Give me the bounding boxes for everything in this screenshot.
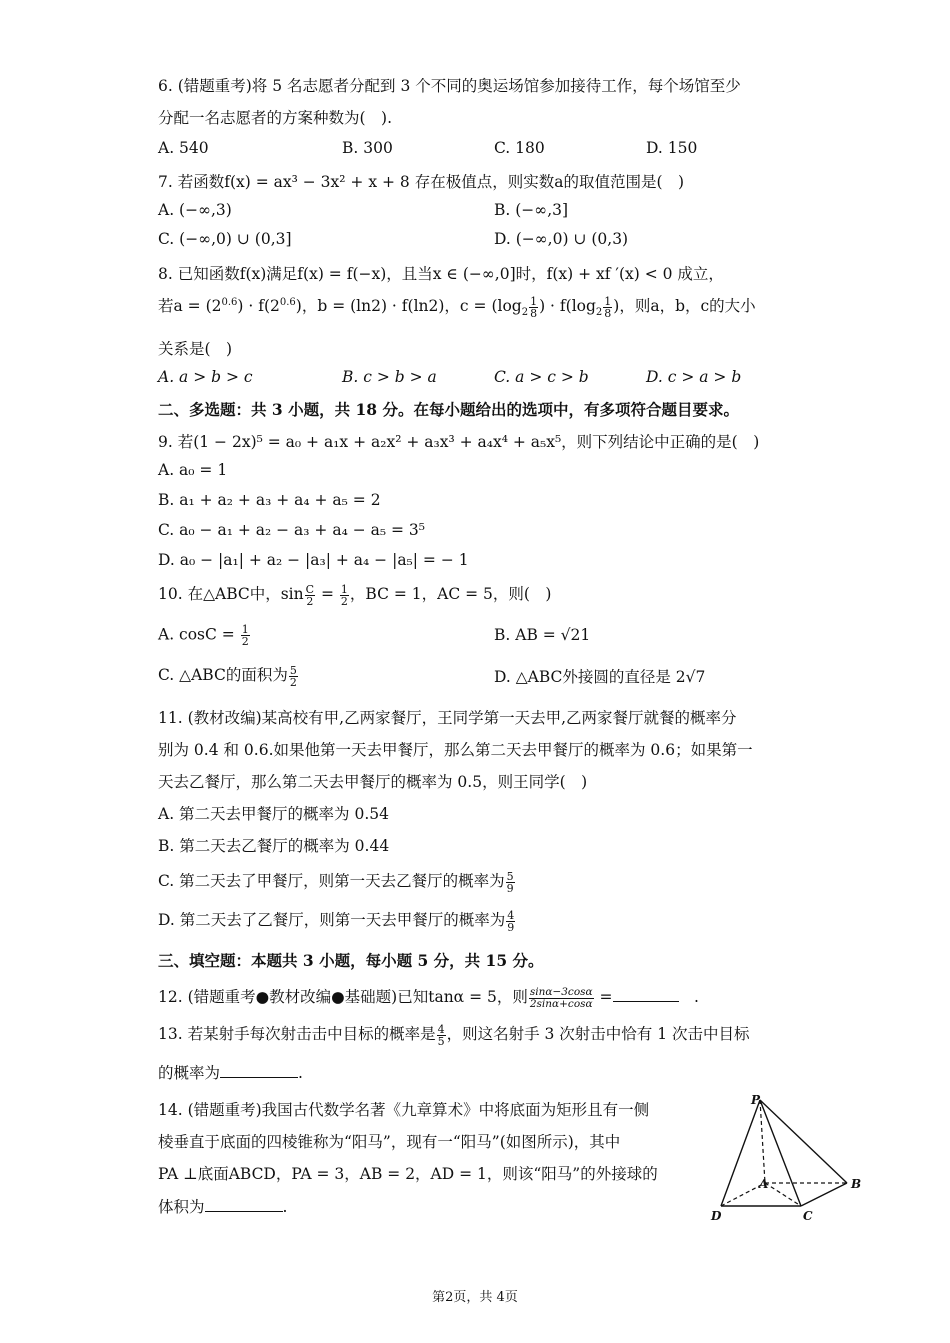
q8-frac2-num: 1 [604, 294, 612, 308]
q10-a-num: 1 [241, 623, 249, 636]
q10-pre: 10. 在△ABC中，sin [158, 585, 304, 603]
q10-c-num: 5 [289, 663, 297, 677]
q8-a-def: 若a = (2 [158, 297, 222, 315]
q12-den: 2sinα+cosα [529, 997, 593, 1010]
q7-option-c: C. (−∞,0) ∪ (0,3] [158, 230, 292, 248]
q13-line1 [158, 1022, 750, 1047]
q10-c-text: C. △ABC的面积为 [158, 666, 288, 684]
q8-option-b: B. c > b > a [342, 368, 437, 386]
label-p: P [751, 1093, 761, 1107]
q7-option-a: A. (−∞,3) [158, 201, 232, 219]
q8-log-base: 2 [521, 307, 529, 319]
q11-d-frac [506, 910, 515, 933]
q8-exp2: 0.6 [279, 296, 296, 308]
q8-fraction2 [603, 296, 612, 319]
q11-line2: 别为 0.4 和 0.6.如果他第一天去甲餐厅，那么第二天去甲餐厅的概率为 0.6；如果第一 [158, 741, 753, 759]
q10-c-den: 2 [289, 675, 297, 689]
q8-option-a: A. a > b > c [158, 368, 253, 386]
edge-cb [801, 1183, 847, 1206]
q13-frac [437, 1024, 446, 1047]
label-d: D [711, 1209, 722, 1223]
q8-a-def2: ) · f(2 [237, 297, 280, 315]
q6-option-a: A. 540 [158, 139, 209, 157]
section-3-heading: 三、填空题：本题共 3 小题，每小题 5 分，共 15 分。 [158, 951, 544, 970]
q11-c-frac [506, 871, 515, 894]
q10-a-text: A. cosC = [158, 625, 240, 644]
q12-frac [529, 987, 594, 1010]
q8-tail: )，则a，b，c的大小 [613, 297, 756, 315]
q9-stem: 9. 若(1 − 2x)⁵ = a₀ + a₁x + a₂x² + a₃x³ + a₄x⁴ + a₅x⁵，则下列结论中正确的是( ) [158, 433, 760, 451]
q10-frac2-den: 2 [340, 594, 348, 608]
q13-den: 5 [437, 1034, 445, 1048]
q7-stem: 7. 若函数f(x) = ax³ − 3x² + x + 8 存在极值点，则实数a的取值范围是( ) [158, 173, 685, 191]
q13-pre: 13. 若某射手每次射击击中目标的概率是 [158, 1025, 436, 1043]
q12-end: . [678, 988, 699, 1006]
q8-option-d: D. c > a > b [646, 368, 742, 386]
section-2-heading: 二、多选题：共 3 小题，共 18 分。在每小题给出的选项中，有多项符合题目要求。 [158, 400, 739, 419]
q11-c-den: 9 [506, 881, 514, 895]
q11-d-text: D. 第二天去了乙餐厅，则第一天去甲餐厅的概率为 [158, 911, 506, 929]
q9-option-b: B. a₁ + a₂ + a₃ + a₄ + a₅ = 2 [158, 491, 381, 509]
q11-option-a: A. 第二天去甲餐厅的概率为 0.54 [158, 805, 389, 823]
q10-a-den: 2 [241, 635, 249, 648]
q9-option-a: A. a₀ = 1 [158, 461, 228, 479]
q13-line2 [158, 1061, 303, 1083]
q11-d-den: 9 [507, 920, 515, 934]
q14-end: . [282, 1198, 288, 1216]
q10-frac2-num: 1 [340, 582, 348, 596]
q8-frac-den: 8 [530, 306, 538, 320]
q12-stem [158, 985, 699, 1010]
q11-line3: 天去乙餐厅，那么第二天去甲餐厅的概率为 0.5，则王同学( ) [158, 773, 588, 791]
q14-line4 [158, 1195, 287, 1217]
label-c: C [803, 1209, 813, 1223]
q11-option-d [158, 908, 516, 933]
q9-option-c: C. a₀ − a₁ + a₂ − a₃ + a₄ − a₅ = 3⁵ [158, 521, 426, 539]
page-footer: 第2页，共 4页 [432, 1290, 518, 1305]
q8-bc-def: )，b = (ln2) · f(ln2)，c = (log [295, 297, 522, 315]
q8-fraction [529, 296, 538, 319]
q13-line2-text: 的概率为 [158, 1064, 221, 1082]
q8-log-base2: 2 [595, 307, 603, 319]
q14-line2: 棱垂直于底面的四棱锥称为“阳马”，现有一“阳马”(如图所示)，其中 [158, 1133, 621, 1151]
q8-option-c: C. a > c > b [494, 368, 589, 386]
q7-option-d: D. (−∞,0) ∪ (0,3) [494, 230, 629, 248]
q6-option-b: B. 300 [342, 139, 393, 157]
q10-option-d: D. △ABC外接圆的直径是 2√7 [494, 668, 706, 686]
q8-line3: 关系是( ) [158, 340, 233, 358]
q14-line3: PA ⊥底面ABCD，PA = 3，AB = 2，AD = 1，则该“阳马”的外接球的 [158, 1165, 658, 1183]
q10-c-frac [289, 665, 298, 688]
q8-line1: 8. 已知函数f(x)满足f(x) = f(−x)，且当x ∈ (−∞,0]时，f(x) + xf ′(x) < 0 成立， [158, 265, 724, 283]
edge-pb [760, 1100, 847, 1183]
q10-frac1-den: 2 [306, 594, 314, 608]
q10-frac1-num: C [305, 582, 315, 596]
q8-line2 [158, 294, 756, 319]
q8-frac-num: 1 [530, 294, 538, 308]
q10-post: ，BC = 1，AC = 5，则( ) [349, 585, 552, 603]
q8-c-def: ) · f(log [539, 297, 596, 315]
q10-option-b: B. AB = √21 [494, 626, 591, 644]
q9-option-d: D. a₀ − |a₁| + a₂ − |a₃| + a₄ − |a₅| = − 1 [158, 551, 469, 569]
q10-eq: = [316, 585, 339, 603]
q10-stem [158, 582, 551, 607]
edge-pd [721, 1100, 760, 1206]
q8-frac2-den: 8 [604, 306, 612, 320]
q14-line4-text: 体积为 [158, 1198, 205, 1216]
q6-line2: 分配一名志愿者的方案种数为( ). [158, 109, 393, 127]
q10-option-c [158, 663, 299, 688]
q14-answer-blank[interactable] [205, 1210, 283, 1212]
q11-option-c [158, 869, 516, 894]
q14-line1: 14. (错题重考)我国古代数学名著《九章算术》中将底面为矩形且有一侧 [158, 1101, 650, 1119]
q11-line1: 11. (教材改编)某高校有甲,乙两家餐厅，王同学第一天去甲,乙两家餐厅就餐的概率分 [158, 709, 737, 727]
q12-answer-blank[interactable] [613, 1000, 679, 1002]
q7-option-b: B. (−∞,3] [494, 201, 569, 219]
label-b: B [851, 1177, 862, 1191]
q11-option-b: B. 第二天去乙餐厅的概率为 0.44 [158, 837, 390, 855]
q6-option-c: C. 180 [494, 139, 545, 157]
q13-answer-blank[interactable] [220, 1076, 298, 1078]
q13-post: ，则这名射手 3 次射击中恰有 1 次击中目标 [446, 1025, 750, 1043]
q12-pre: 12. (错题重考●教材改编●基础题)已知tanα = 5，则 [158, 988, 528, 1006]
q11-d-num: 4 [507, 908, 515, 922]
q10-a-frac [241, 624, 250, 647]
q6-line1: 6. (错题重考)将 5 名志愿者分配到 3 个不同的奥运场馆参加接待工作，每个场馆至少 [158, 77, 741, 95]
q11-c-num: 5 [506, 869, 514, 883]
edge-ac [765, 1183, 801, 1206]
q12-num: sinα−3cosα [529, 985, 593, 998]
q6-option-d: D. 150 [646, 139, 698, 157]
q10-frac1 [305, 584, 315, 607]
q11-c-text: C. 第二天去了甲餐厅，则第一天去乙餐厅的概率为 [158, 872, 505, 890]
q8-exp1: 0.6 [221, 296, 238, 308]
q13-end: . [298, 1064, 303, 1082]
q10-frac2 [340, 584, 349, 607]
label-a: A [759, 1177, 769, 1191]
q13-num: 4 [437, 1022, 445, 1036]
pyramid-figure [705, 1088, 875, 1228]
q10-option-a [158, 624, 251, 647]
q12-eq: = [594, 988, 613, 1006]
